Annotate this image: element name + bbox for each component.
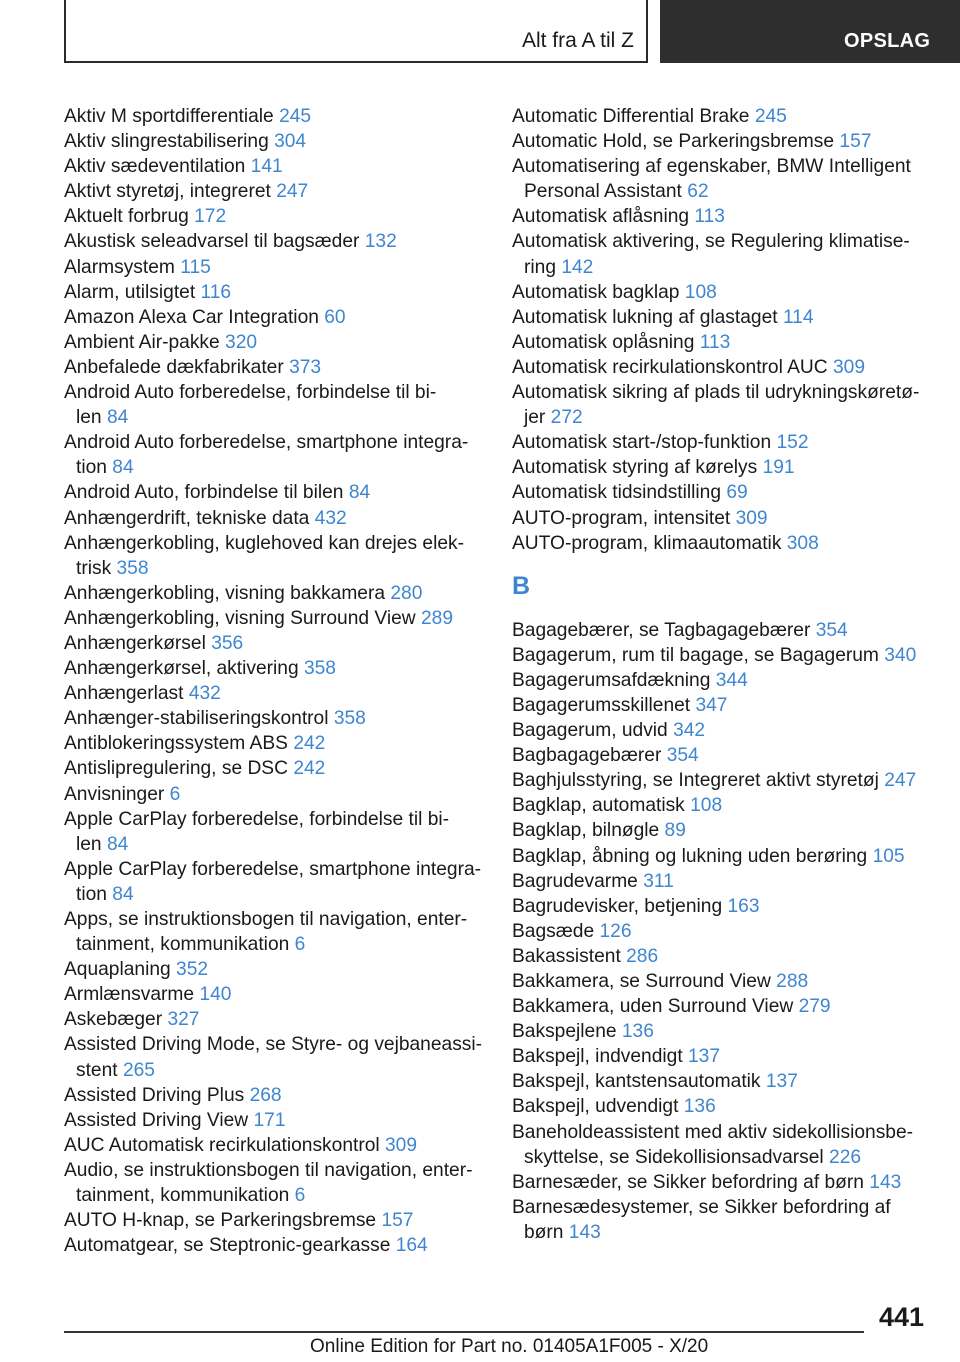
page-reference-link[interactable]: 113 <box>699 331 731 353</box>
index-entry <box>64 731 484 756</box>
index-entry <box>64 656 484 681</box>
index-entry-text: Bagagerumsskillenet <box>512 694 691 716</box>
index-entry-text: Automatic Differential Brake <box>512 106 750 127</box>
index-entry-text: tion <box>76 457 107 479</box>
page-reference-link[interactable]: 84 <box>112 883 134 905</box>
page-reference-link[interactable]: 126 <box>599 920 632 942</box>
index-entry <box>64 154 484 179</box>
page-reference-link[interactable]: 358 <box>303 658 336 680</box>
page-reference-link[interactable]: 191 <box>762 457 795 479</box>
index-entry <box>64 857 484 907</box>
index-entry <box>64 782 484 807</box>
page-reference-link[interactable]: 105 <box>872 845 905 867</box>
index-entry <box>64 129 484 154</box>
page-reference-link[interactable]: 347 <box>695 694 728 716</box>
page-reference-link[interactable]: 164 <box>395 1235 428 1257</box>
page-reference-link[interactable]: 115 <box>180 256 211 278</box>
index-entry-text: jer <box>524 407 546 429</box>
index-entry <box>64 756 484 781</box>
index-entry-text: Baneholdeassistent med aktiv sidekollisionsbe- <box>512 1121 914 1143</box>
index-entry-text: Alarmsystem <box>64 256 175 278</box>
page-reference-link[interactable]: 272 <box>550 407 583 429</box>
header-tab-box <box>660 0 960 63</box>
page-reference-link[interactable]: 113 <box>694 206 725 228</box>
page-reference-link[interactable]: 340 <box>884 644 917 666</box>
page-reference-link[interactable]: 432 <box>314 507 347 529</box>
index-entry <box>64 204 484 229</box>
index-entry <box>64 631 484 656</box>
index-entry-text: AUC Automatisk recirkulationskontrol <box>64 1134 380 1156</box>
page-reference-link[interactable]: 157 <box>381 1210 414 1232</box>
index-entry-text: Barnesædesystemer, se Sikker befordring af <box>512 1196 891 1218</box>
index-entry <box>512 869 932 894</box>
page-reference-link[interactable]: 152 <box>776 432 809 454</box>
index-entry-text: Assisted Driving Mode, se Styre- og vejbaneassi- <box>64 1034 483 1056</box>
page-reference-link[interactable]: 242 <box>293 733 326 755</box>
index-entry <box>64 104 484 129</box>
index-group-a <box>512 104 932 556</box>
index-entry <box>64 581 484 606</box>
page-reference-link[interactable]: 60 <box>324 306 346 328</box>
page-reference-link[interactable]: 6 <box>294 934 306 956</box>
page-reference-link[interactable]: 142 <box>561 256 594 278</box>
index-entry <box>512 531 932 556</box>
index-entry-text: Alarm, utilsigtet <box>64 281 196 303</box>
index-entry <box>64 305 484 330</box>
index-entry <box>512 818 932 843</box>
index-entry-text: Apple CarPlay forberedelse, smartphone integra- <box>64 858 482 880</box>
page-reference-link[interactable]: 163 <box>727 895 760 917</box>
footer-divider <box>64 1331 864 1333</box>
index-entry <box>512 919 932 944</box>
index-entry-text: Automatic Hold, se Parkeringsbremse <box>512 131 835 153</box>
index-entry-text: Bakassistent <box>512 945 621 967</box>
index-entry-text: Audio, se instruktionsbogen til navigation, enter- <box>64 1159 473 1181</box>
page-reference-link[interactable]: 245 <box>754 106 787 127</box>
index-entry-text: Aktivt styretøj, integreret <box>64 181 271 203</box>
page-reference-link[interactable]: 247 <box>884 770 917 792</box>
index-entry <box>64 807 484 857</box>
index-entry <box>512 154 932 204</box>
page-reference-link[interactable]: 304 <box>274 131 307 153</box>
index-entry <box>64 506 484 531</box>
page-reference-link[interactable]: 6 <box>294 1185 306 1207</box>
index-entry-text: Aquaplaning <box>64 959 171 981</box>
page-reference-link[interactable]: 327 <box>167 1009 200 1031</box>
page-reference-link[interactable]: 356 <box>211 632 244 654</box>
index-entry <box>64 229 484 254</box>
index-entry <box>512 506 932 531</box>
index-entry-text: Bagklap, automatisk <box>512 795 685 817</box>
index-entry <box>512 305 932 330</box>
index-entry-text: Aktiv sædeventilation <box>64 156 246 178</box>
index-entry-text: Bagrudevarme <box>512 870 638 892</box>
index-entry-text: Automatisk bagklap <box>512 281 680 303</box>
index-entry <box>64 606 484 631</box>
index-entry <box>512 104 932 129</box>
page-reference-link[interactable]: 84 <box>106 407 129 429</box>
page-reference-link[interactable]: 84 <box>106 833 129 855</box>
index-entry-text: tion <box>76 883 107 905</box>
index-entry <box>64 1133 484 1158</box>
page-reference-link[interactable]: 354 <box>815 619 848 641</box>
index-entry-text: Bagagerum, udvid <box>512 720 668 742</box>
index-entry-text: Baghjulsstyring, se Integreret aktivt styretøj <box>512 770 879 792</box>
index-entry <box>512 229 932 279</box>
index-entry-text: len <box>76 407 102 429</box>
index-entry-text: Automatisk lukning af glastaget <box>512 306 778 328</box>
index-entry-text: ring <box>524 256 556 278</box>
index-entry-text: Armlænsvarme <box>64 984 195 1006</box>
page-number: 441 <box>878 1302 924 1332</box>
index-entry-text: Anbefalede dækfabrikater <box>64 356 284 378</box>
index-entry <box>64 1108 484 1133</box>
index-entry <box>512 280 932 305</box>
index-entry-text: AUTO-program, klimaautomatik <box>512 532 782 554</box>
index-entry-text: Automatisk aflåsning <box>512 206 690 228</box>
page-reference-link[interactable]: 132 <box>364 231 397 253</box>
page-reference-link[interactable]: 358 <box>333 708 366 730</box>
index-entry <box>512 668 932 693</box>
index-letter-heading: B <box>512 571 531 600</box>
page-reference-link[interactable]: 89 <box>664 820 686 842</box>
index-entry-text: børn <box>524 1221 564 1243</box>
index-entry <box>64 255 484 280</box>
index-entry-text: Automatisering af egenskaber, BMW Intelligent <box>512 156 911 178</box>
page-reference-link[interactable]: 352 <box>176 959 209 981</box>
page-reference-link[interactable]: 358 <box>116 557 149 579</box>
page-reference-link[interactable]: 157 <box>839 131 872 153</box>
index-entry <box>64 957 484 982</box>
page-reference-link[interactable]: 242 <box>293 758 326 780</box>
index-entry-text: Bakspejl, udvendigt <box>512 1096 679 1118</box>
index-column-left <box>64 104 484 1258</box>
index-entry <box>64 982 484 1007</box>
page-reference-link[interactable]: 137 <box>688 1046 721 1068</box>
index-entry <box>512 1170 932 1195</box>
page-reference-link[interactable]: 354 <box>666 745 699 767</box>
index-entry-text: Automatisk tidsindstilling <box>512 482 722 504</box>
page-reference-link[interactable]: 373 <box>289 356 322 378</box>
index-entry <box>64 280 484 305</box>
index-entry <box>512 793 932 818</box>
index-entry-text: Automatisk sikring af plads til udrykningskøretø- <box>512 382 920 404</box>
index-entry <box>512 430 932 455</box>
index-entry-text: Anhænger-stabiliseringskontrol <box>64 708 329 730</box>
page-reference-link[interactable]: 309 <box>833 356 866 378</box>
footer-edition: Online Edition for Part no. 01405A1F005 - X/20 <box>310 1336 709 1357</box>
index-entry <box>64 380 484 430</box>
index-entry <box>512 204 932 229</box>
page-reference-link[interactable]: 171 <box>253 1109 286 1131</box>
index-entry <box>512 129 932 154</box>
index-entry-text: Bakspejlene <box>512 1021 617 1043</box>
index-entry-text: Bagagerumsafdækning <box>512 669 711 691</box>
index-entry <box>512 994 932 1019</box>
index-entry <box>64 330 484 355</box>
page-reference-link[interactable]: 342 <box>673 720 706 742</box>
page-reference-link[interactable]: 136 <box>683 1096 716 1118</box>
index-entry <box>512 643 932 668</box>
page-reference-link[interactable]: 143 <box>869 1171 902 1193</box>
index-entry-text: Bakkamera, se Surround View <box>512 971 771 992</box>
index-entry <box>512 969 932 994</box>
index-entry-text: Anhængerdrift, tekniske data <box>64 507 310 529</box>
index-entry-text: Automatisk oplåsning <box>512 331 695 353</box>
index-entry-text: Anhængerkobling, visning Surround View <box>64 607 416 629</box>
index-entry-text: Bagklap, åbning og lukning uden berøring <box>512 845 868 867</box>
header-section-box <box>64 0 648 63</box>
page-reference-link[interactable]: 114 <box>782 306 814 328</box>
index-entry-text: Bagagebærer, se Tagbagagebærer <box>512 619 811 641</box>
index-entry <box>512 844 932 869</box>
index-entry <box>512 693 932 718</box>
page-reference-link[interactable]: 311 <box>643 870 674 892</box>
page-reference-link[interactable]: 344 <box>715 669 748 691</box>
index-entry-text: Anhængerkobling, kuglehoved kan drejes elek- <box>64 532 464 554</box>
index-entry <box>512 1094 932 1119</box>
index-entry-text: Bagagerum, rum til bagage, se Bagagerum <box>512 644 879 666</box>
index-entry <box>512 480 932 505</box>
index-entry <box>512 380 932 430</box>
page-reference-link[interactable]: 137 <box>765 1071 798 1093</box>
index-entry-text: tainment, kommunikation <box>76 934 290 956</box>
index-entry-text: Bakspejl, kantstensautomatik <box>512 1071 761 1093</box>
page-reference-link[interactable]: 172 <box>194 206 227 228</box>
page-reference-link[interactable]: 84 <box>348 482 371 504</box>
index-entry <box>512 1019 932 1044</box>
index-entry <box>512 944 932 969</box>
index-entry-text: Aktiv M sportdifferentiale <box>64 106 274 127</box>
page-reference-link[interactable]: 108 <box>690 795 723 817</box>
index-entry-text: Automatisk start-/stop-funktion <box>512 432 772 454</box>
index-entry <box>64 1007 484 1032</box>
page-reference-link[interactable]: 320 <box>225 331 258 353</box>
index-entry-text: Anhængerkobling, visning bakkamera <box>64 582 386 604</box>
index-entry <box>512 718 932 743</box>
index-entry-text: Askebæger <box>64 1009 163 1031</box>
page-reference-link[interactable]: 286 <box>626 945 659 967</box>
page-reference-link[interactable]: 136 <box>621 1021 654 1043</box>
index-entry-text: AUTO-program, intensitet <box>512 507 731 529</box>
index-entry-text: Automatisk recirkulationskontrol AUC <box>512 356 828 378</box>
index-entry <box>512 1044 932 1069</box>
index-entry-text: Aktuelt forbrug <box>64 206 189 228</box>
index-entry <box>64 430 484 480</box>
index-entry <box>512 768 932 793</box>
index-entry-text: stent <box>76 1059 118 1081</box>
index-entry <box>64 706 484 731</box>
index-entry-text: Automatisk aktivering, se Regulering klimatise- <box>512 231 910 253</box>
index-column-right <box>512 104 932 1245</box>
index-entry <box>64 1208 484 1233</box>
section-title: Alt fra A til Z <box>521 29 634 52</box>
page-reference-link[interactable]: 265 <box>122 1059 155 1081</box>
index-entry-text: Amazon Alexa Car Integration <box>64 306 319 328</box>
page-reference-link[interactable]: 280 <box>390 582 423 604</box>
page-reference-link[interactable]: 245 <box>279 106 312 127</box>
page-reference-link[interactable]: 6 <box>169 783 181 805</box>
index-entry-text: Automatgear, se Steptronic-gearkasse <box>64 1235 391 1257</box>
index-entry-text: Assisted Driving Plus <box>64 1084 245 1106</box>
index-entry <box>512 330 932 355</box>
index-entry-text: Bakspejl, indvendigt <box>512 1046 683 1068</box>
index-entry <box>64 179 484 204</box>
index-entry-text: Anvisninger <box>64 783 165 805</box>
index-entry-text: Android Auto forberedelse, smartphone integra- <box>64 432 469 454</box>
page-reference-link[interactable]: 69 <box>726 482 748 504</box>
index-entry <box>512 1195 932 1245</box>
index-entry <box>64 681 484 706</box>
page-reference-link[interactable]: 288 <box>776 971 809 992</box>
index-entry-text: Anhængerkørsel, aktivering <box>64 658 299 680</box>
index-entry <box>512 894 932 919</box>
page-reference-link[interactable]: 279 <box>798 996 831 1018</box>
page-reference-link[interactable]: 309 <box>735 507 768 529</box>
index-entry-text: Barnesæder, se Sikker befordring af børn <box>512 1171 864 1193</box>
page-reference-link[interactable]: 84 <box>112 457 134 479</box>
page-reference-link[interactable]: 62 <box>687 181 709 203</box>
index-entry-text: tainment, kommunikation <box>76 1185 290 1207</box>
index-entry <box>64 907 484 957</box>
index-entry-text: skyttelse, se Sidekollisionsadvarsel <box>524 1146 824 1168</box>
index-entry-text: Personal Assistant <box>524 181 682 203</box>
index-entry <box>512 355 932 380</box>
index-entry-text: Antiblokeringssystem ABS <box>64 733 288 755</box>
index-entry-text: Anhængerlast <box>64 683 184 705</box>
index-entry-text: Antislipregulering, se DSC <box>64 758 288 780</box>
index-entry-text: Aktiv slingrestabilisering <box>64 131 269 153</box>
page-reference-link[interactable]: 116 <box>200 281 232 303</box>
page-reference-link[interactable]: 108 <box>684 281 717 303</box>
index-entry-text: Android Auto forberedelse, forbindelse til bi- <box>64 382 437 404</box>
index-entry-text: Anhængerkørsel <box>64 632 206 654</box>
page-reference-link[interactable]: 268 <box>249 1084 282 1106</box>
tab-label: OPSLAG <box>844 30 931 52</box>
page-reference-link[interactable]: 141 <box>250 156 283 178</box>
page-reference-link[interactable]: 247 <box>276 181 309 203</box>
index-entry-text: Bakkamera, uden Surround View <box>512 996 794 1018</box>
index-entry <box>64 480 484 505</box>
index-entry-text: Bagbagagebærer <box>512 745 662 767</box>
page-reference-link[interactable]: 308 <box>786 532 819 554</box>
index-entry <box>512 1120 932 1170</box>
index-entry-text: Akustisk seleadvarsel til bagsæder <box>64 231 360 253</box>
page-reference-link[interactable]: 140 <box>199 984 232 1006</box>
index-entry-text: Ambient Air-pakke <box>64 331 220 353</box>
index-entry <box>512 1069 932 1094</box>
index-entry-text: len <box>76 833 102 855</box>
index-entry-text: AUTO H-knap, se Parkeringsbremse <box>64 1210 377 1232</box>
page-reference-link[interactable]: 309 <box>385 1134 418 1156</box>
index-entry-text: Bagrudevisker, betjening <box>512 895 723 917</box>
index-entry <box>512 455 932 480</box>
index-entry-text: Assisted Driving View <box>64 1109 249 1131</box>
page-reference-link[interactable]: 226 <box>829 1146 862 1168</box>
index-entry <box>64 1233 484 1258</box>
index-group-b <box>512 618 932 1245</box>
index-entry <box>512 743 932 768</box>
page-reference-link[interactable]: 432 <box>188 683 221 705</box>
index-entry-text: trisk <box>76 557 112 579</box>
index-entry <box>64 1083 484 1108</box>
index-entry-text: Bagsæde <box>512 920 595 942</box>
index-entry <box>64 355 484 380</box>
index-entry-text: Apple CarPlay forberedelse, forbindelse til bi- <box>64 808 450 830</box>
index-entry-text: Automatisk styring af kørelys <box>512 457 758 479</box>
index-entry <box>64 1032 484 1082</box>
index-entry <box>64 1158 484 1208</box>
index-entry-text: Apps, se instruktionsbogen til navigation, enter- <box>64 909 468 930</box>
page-reference-link[interactable]: 289 <box>420 607 453 629</box>
index-entry-text: Android Auto, forbindelse til bilen <box>64 482 344 504</box>
index-entry-text: Bagklap, bilnøgle <box>512 820 660 842</box>
page-reference-link[interactable]: 143 <box>568 1221 601 1243</box>
index-entry <box>512 618 932 643</box>
index-entry <box>64 531 484 581</box>
